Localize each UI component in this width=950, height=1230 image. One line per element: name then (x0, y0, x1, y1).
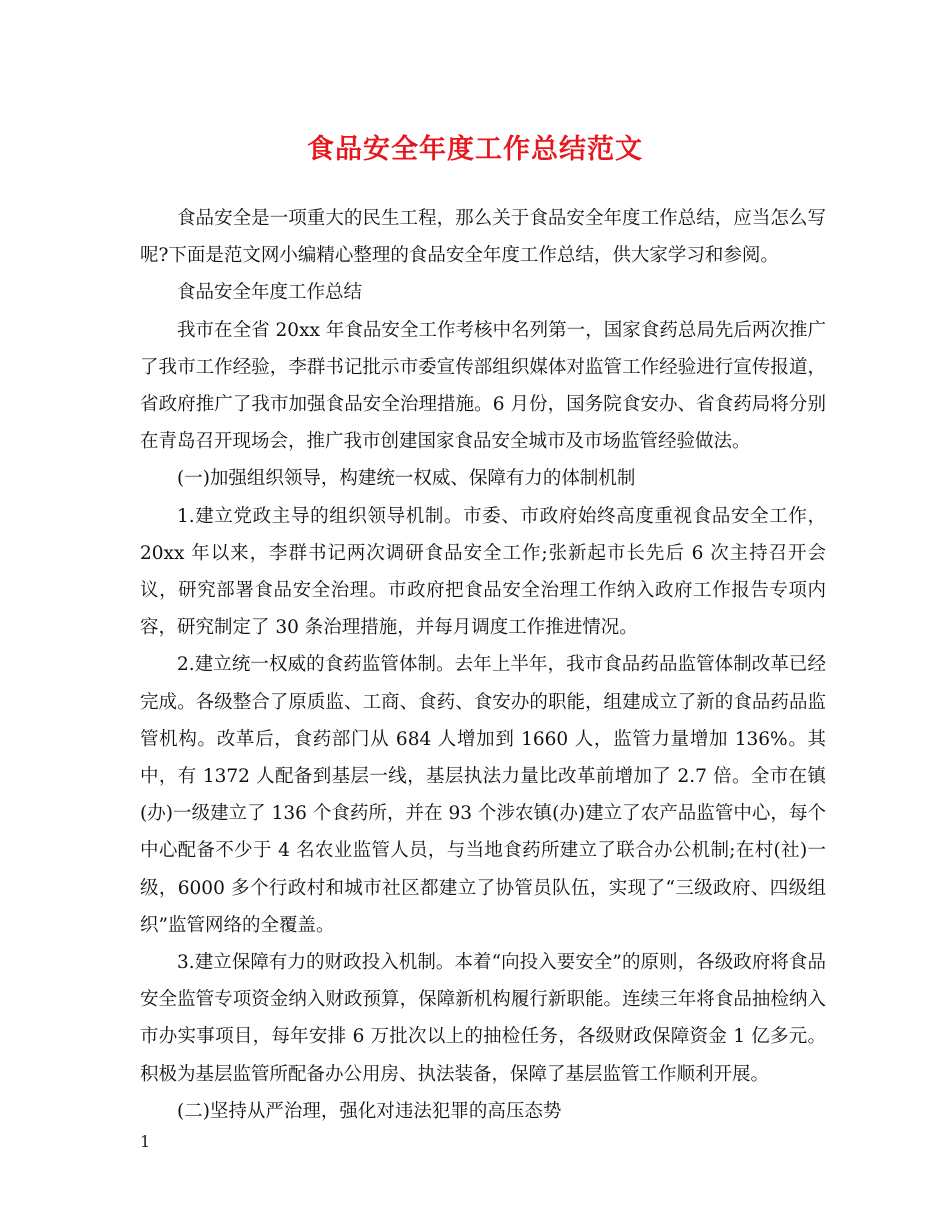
paragraph-overview: 我市在全省 20xx 年食品安全工作考核中名列第一，国家食药总局先后两次推广了我市工作经验，李群书记批示市委宣传部组织媒体对监管工作经验进行宣传报道，省政府推广了我市加强食品安全治理措施。6 月份，国务院食安办、省食药局将分别在青岛召开现场会，推广我市创建国家食品安全城市及市场监管经验做法。 (140, 319, 826, 453)
document-title: 食品安全年度工作总结范文 (307, 134, 643, 165)
section-heading-2: (二)坚持从严治理，强化对违法犯罪的高压态势 (177, 1100, 562, 1122)
paragraph-intro: 食品安全是一项重大的民生工程，那么关于食品安全年度工作总结，应当怎么写呢?下面是范文网小编精心整理的食品安全年度工作总结，供大家学习和参阅。 (140, 208, 826, 267)
page-number: 1 (140, 1132, 151, 1151)
paragraph-item-2: 2.建立统一权威的食药监管体制。去年上半年，我市食品药品监管体制改革已经完成。各级整合了原质监、工商、食药、食安办的职能，组建成立了新的食品药品监管机构。改革后，食药部门从 684 人增加到 1660 人，监管力量增加 136%。其中，有 1372 人配备到基层一线，基层执法力量比改革前增加了 2.7 倍。全市在镇(办)一级建立了 136 个食药所，并在 93 个涉农镇(办)建立了农产品监管中心，每个中心配备不少于 4 名农业监管人员，与当地食药所建立了联合办公机制;在村(社)一级，6000 多个行政村和城市社区都建立了协管员队伍，实现了“三级政府、四级组织”监管网络的全覆盖。 (140, 654, 826, 936)
paragraph-subtitle: 食品安全年度工作总结 (177, 282, 363, 304)
document-body (140, 200, 826, 1130)
paragraph-item-1: 1.建立党政主导的组织领导机制。市委、市政府始终高度重视食品安全工作，20xx 年以来，李群书记两次调研食品安全工作;张新起市长先后 6 次主持召开会议，研究部署食品安全治理。市政府把食品安全治理工作纳入政府工作报告专项内容，研究制定了 30 条治理措施，并每月调度工作推进情况。 (140, 505, 826, 639)
paragraph-item-3: 3.建立保障有力的财政投入机制。本着“向投入要安全”的原则，各级政府将食品安全监管专项资金纳入财政预算，保障新机构履行新职能。连续三年将食品抽检纳入市办实事项目，每年安排 6 万批次以上的抽检任务，各级财政保障资金 1 亿多元。积极为基层监管所配备办公用房、执法装备，保障了基层监管工作顺利开展。 (140, 952, 826, 1085)
section-heading-1: (一)加强组织领导，构建统一权威、保障有力的体制机制 (177, 468, 636, 490)
